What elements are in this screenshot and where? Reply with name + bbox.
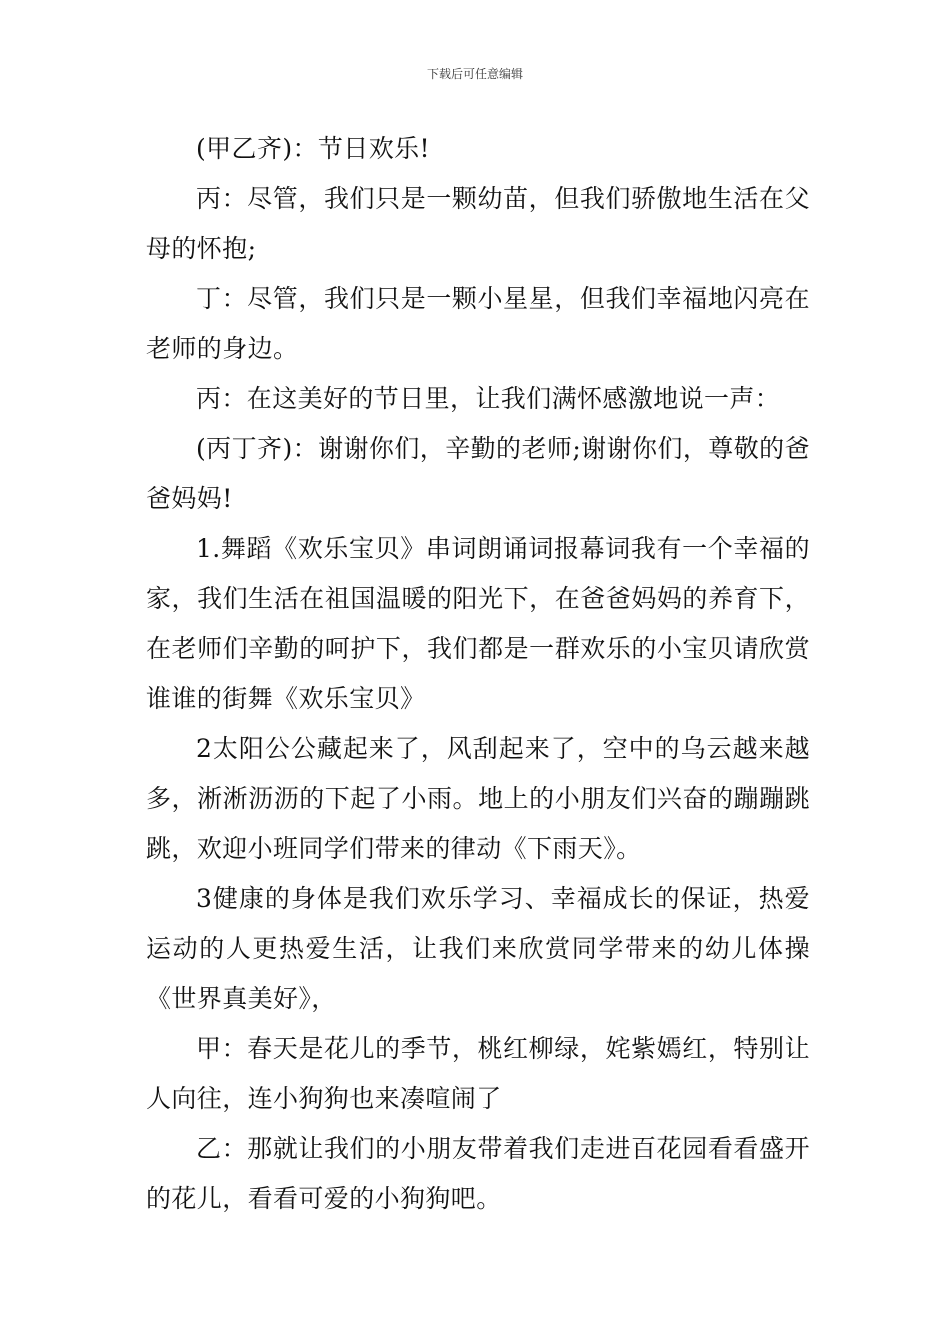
paragraph: 丁：尽管，我们只是一颗小星星，但我们幸福地闪亮在老师的身边。 bbox=[146, 284, 810, 363]
paragraph: (甲乙齐)：节日欢乐! bbox=[196, 134, 430, 163]
paragraph: 3健康的身体是我们欢乐学习、幸福成长的保证，热爱运动的人更热爱生活，让我们来欣赏同学带来的幼儿体操《世界真美好》， bbox=[146, 884, 810, 1013]
paragraph: 丙：尽管，我们只是一颗幼苗，但我们骄傲地生活在父母的怀抱; bbox=[146, 184, 810, 263]
paragraph: 1.舞蹈《欢乐宝贝》串词朗诵词报幕词我有一个幸福的家，我们生活在祖国温暖的阳光下，在爸爸妈妈的养育下，在老师们辛勤的呵护下，我们都是一群欢乐的小宝贝请欣赏谁谁的街舞《欢乐宝贝》 bbox=[146, 534, 810, 713]
paragraph: 乙：那就让我们的小朋友带着我们走进百花园看看盛开的花儿，看看可爱的小狗狗吧。 bbox=[146, 1134, 810, 1213]
page-header: 下载后可任意编辑 bbox=[426, 67, 523, 81]
paragraph: (丙丁齐)：谢谢你们，辛勤的老师;谢谢你们，尊敬的爸爸妈妈! bbox=[146, 434, 810, 513]
document-body bbox=[146, 124, 810, 1224]
paragraph: 丙：在这美好的节日里，让我们满怀感激地说一声： bbox=[196, 384, 781, 413]
paragraph: 2太阳公公藏起来了，风刮起来了，空中的乌云越来越多，淅淅沥沥的下起了小雨。地上的小朋友们兴奋的蹦蹦跳跳，欢迎小班同学们带来的律动《下雨天》。 bbox=[146, 734, 810, 863]
paragraph: 甲：春天是花儿的季节，桃红柳绿，姹紫嫣红，特别让人向往，连小狗狗也来凑喧闹了 bbox=[146, 1034, 810, 1113]
